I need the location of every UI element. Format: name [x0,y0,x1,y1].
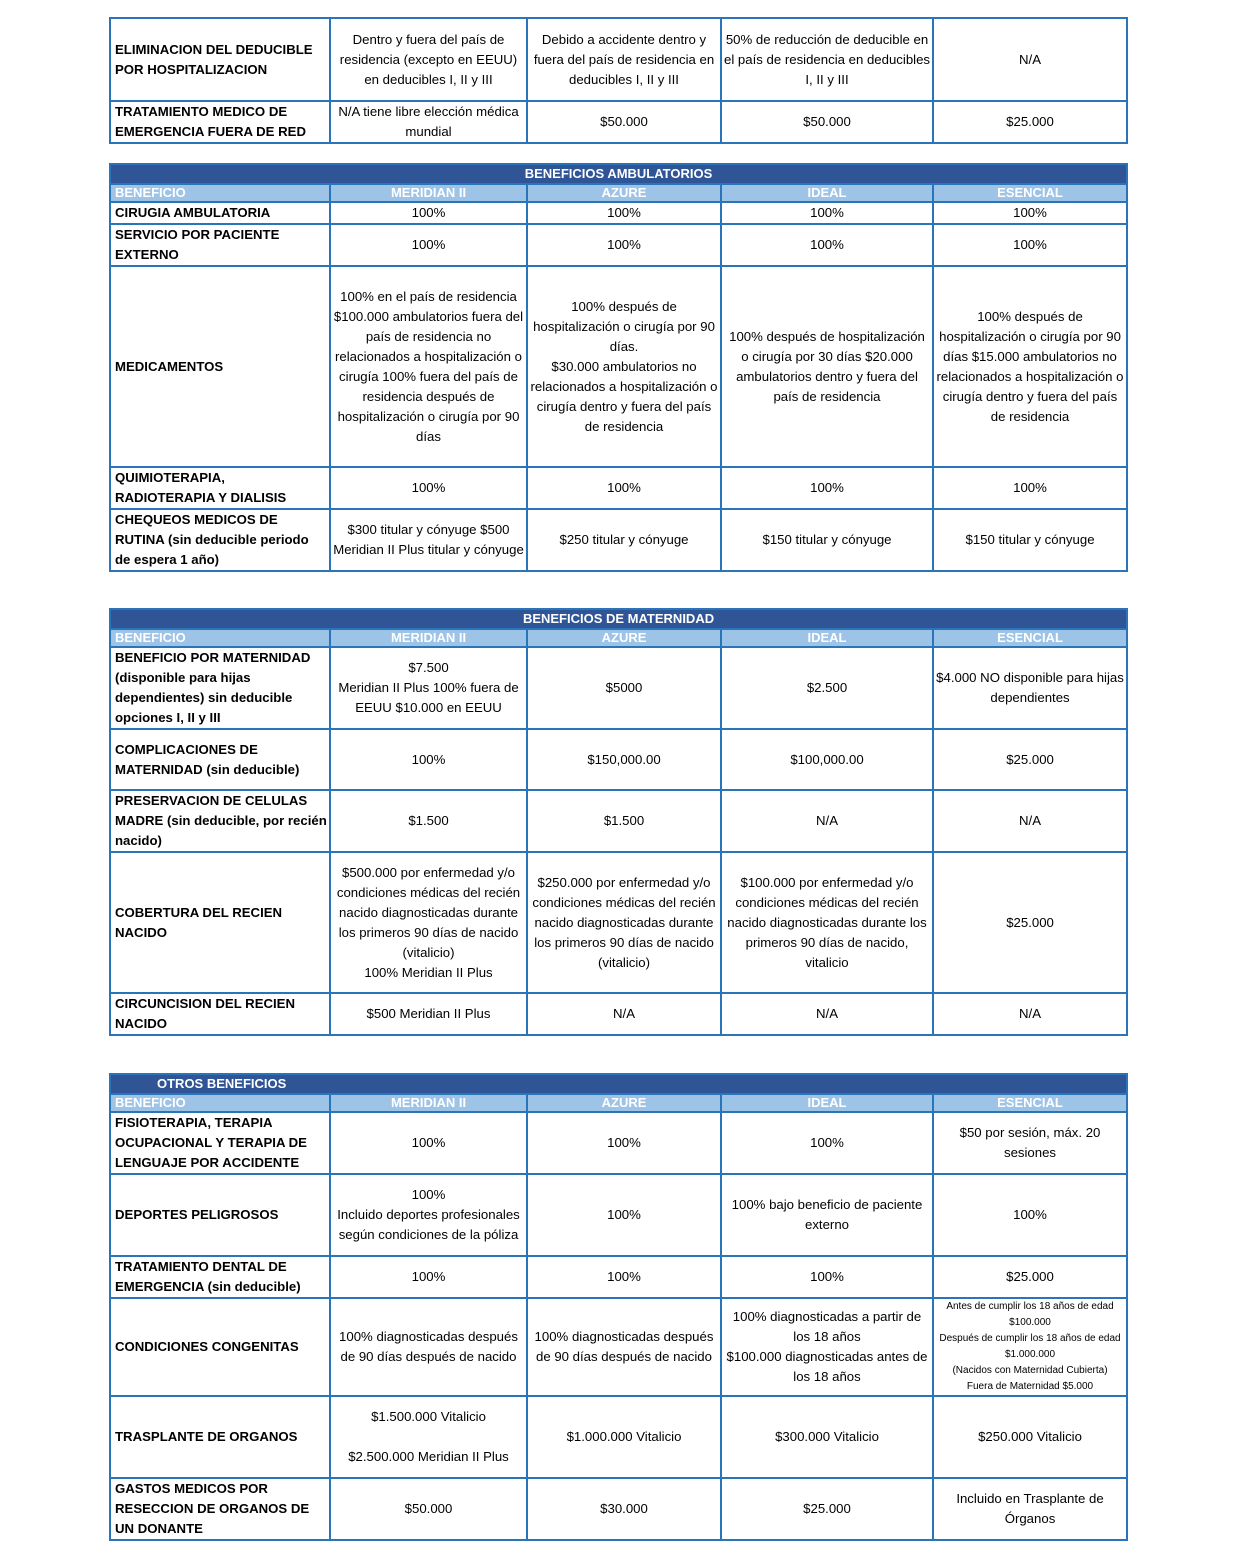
table-row [110,467,1127,509]
cell-meridian [330,1174,527,1256]
cell-meridian: 100% [330,1256,527,1298]
row-label: TRASPLANTE DE ORGANOS [110,1396,330,1478]
col-header-azure: AZURE [527,1094,721,1112]
cell-azure: $1.500 [527,790,721,852]
row-label: BENEFICIO POR MATERNIDAD (disponible para hijas dependientes) sin deducible opciones I, II y III [110,647,330,729]
cell-esencial: $25.000 [933,852,1127,993]
table-row [110,790,1127,852]
cell-esencial: N/A [933,790,1127,852]
continuation-table [109,17,1128,144]
cell-esencial: 100% [933,202,1127,224]
cell-azure: $1.000.000 Vitalicio [527,1396,721,1478]
cell-text: 100% en el país de residencia $100.000 ambulatorios fuera del país de residencia no relacionados a hospitalización o cirugía 100% fuera del país de residencia después de hospitalización o cirugía por 90 días [333,288,524,444]
table-row [110,1298,1127,1396]
table-row [110,202,1127,224]
cell-text: 100% diagnosticadas a partir de los 18 años $100.000 diagnosticadas antes de los 18 años [726,1309,928,1384]
row-label: ELIMINACION DEL DEDUCIBLE POR HOSPITALIZACION [110,18,330,101]
table-row [110,1174,1127,1256]
section-title: OTROS BENEFICIOS [110,1074,1127,1094]
cell-esencial: 100% [933,1174,1127,1256]
cell-esencial: 100% [933,467,1127,509]
cell-ideal: $100.000 por enfermedad y/o condiciones médicas del recién nacido diagnosticadas durante los primeros 90 días de nacido, vitalicio [721,852,933,993]
column-header-row [110,629,1127,647]
cell-meridian: $50.000 [330,1478,527,1540]
cell-ideal: N/A [721,790,933,852]
col-header-ideal: IDEAL [721,1094,933,1112]
row-label: CHEQUEOS MEDICOS DE RUTINA (sin deducible periodo de espera 1 año) [110,509,330,571]
cell-azure: 100% [527,467,721,509]
cell-azure: $250.000 por enfermedad y/o condiciones médicas del recién nacido diagnosticadas durante los primeros 90 días de nacido (vitalicio) [527,852,721,993]
row-label: CIRCUNCISION DEL RECIEN NACIDO [110,993,330,1035]
cell-esencial: $25.000 [933,1256,1127,1298]
table-row [110,852,1127,993]
cell-meridian [330,1396,527,1478]
table-row [110,1256,1127,1298]
cell-azure: 100% [527,202,721,224]
row-label: MEDICAMENTOS [110,266,330,467]
row-label: DEPORTES PELIGROSOS [110,1174,330,1256]
cell-meridian: 100% [330,729,527,790]
cell-azure: N/A [527,993,721,1035]
col-header-azure: AZURE [527,629,721,647]
cell-esencial: N/A [933,18,1127,101]
ambulatorios-table [109,163,1128,572]
cell-text: $1.500.000 Vitalicio $2.500.000 Meridian II Plus [348,1409,509,1464]
cell-meridian: $300 titular y cónyuge $500 Meridian II Plus titular y cónyuge [330,509,527,571]
cell-text: 100% Incluido deportes profesionales según condiciones de la póliza [337,1187,520,1242]
cell-text: 100% después de hospitalización o cirugía por 30 días $20.000 ambulatorios dentro y fuera del país de residencia [729,328,925,404]
cell-azure: $250 titular y cónyuge [527,509,721,571]
cell-ideal: 50% de reducción de deducible en el país de residencia en deducibles I, II y III [721,18,933,101]
section-title-bar [110,609,1127,629]
cell-ideal: 100% [721,1112,933,1174]
cell-ideal: $100,000.00 [721,729,933,790]
section-title: BENEFICIOS DE MATERNIDAD [110,609,1127,629]
row-label: FISIOTERAPIA, TERAPIA OCUPACIONAL Y TERAPIA DE LENGUAJE POR ACCIDENTE [110,1112,330,1174]
cell-azure: $30.000 [527,1478,721,1540]
cell-text: Antes de cumplir los 18 años de edad $100.000 Después de cumplir los 18 años de edad $1.000.000 (Nacidos con Maternidad Cubierta) Fuera de Maternidad $5.000 [939,1301,1121,1392]
row-label: SERVICIO POR PACIENTE EXTERNO [110,224,330,266]
cell-azure: Debido a accidente dentro y fuera del país de residencia en deducibles I, II y III [527,18,721,101]
row-label: CIRUGIA AMBULATORIA [110,202,330,224]
row-label: COMPLICACIONES DE MATERNIDAD (sin deducible) [110,729,330,790]
cell-azure [527,266,721,467]
cell-meridian: 100% [330,467,527,509]
cell-ideal: $2.500 [721,647,933,729]
row-label: PRESERVACION DE CELULAS MADRE (sin deducible, por recién nacido) [110,790,330,852]
cell-ideal: $300.000 Vitalicio [721,1396,933,1478]
cell-esencial [933,266,1127,467]
col-header-beneficio: BENEFICIO [110,1094,330,1112]
col-header-beneficio: BENEFICIO [110,184,330,202]
col-header-beneficio: BENEFICIO [110,629,330,647]
table-row [110,1478,1127,1540]
row-label: QUIMIOTERAPIA, RADIOTERAPIA Y DIALISIS [110,467,330,509]
cell-ideal [721,266,933,467]
table-row [110,224,1127,266]
cell-esencial: $50 por sesión, máx. 20 sesiones [933,1112,1127,1174]
cell-meridian: $500 Meridian II Plus [330,993,527,1035]
cell-esencial: N/A [933,993,1127,1035]
cell-meridian [330,266,527,467]
cell-meridian: Dentro y fuera del país de residencia (excepto en EEUU) en deducibles I, II y III [330,18,527,101]
cell-text: $500.000 por enfermedad y/o condiciones médicas del recién nacido diagnosticadas durante los primeros 90 días de nacido (vitalicio) 100% Meridian II Plus [336,864,521,980]
section-title: BENEFICIOS AMBULATORIOS [110,164,1127,184]
cell-meridian: 100% diagnosticadas después de 90 días después de nacido [330,1298,527,1396]
cell-ideal: 100% bajo beneficio de paciente externo [721,1174,933,1256]
table-row [110,18,1127,101]
column-header-row [110,1094,1127,1112]
col-header-azure: AZURE [527,184,721,202]
cell-meridian: $1.500 [330,790,527,852]
cell-azure: 100% diagnosticadas después de 90 días después de nacido [527,1298,721,1396]
col-header-ideal: IDEAL [721,184,933,202]
cell-azure: $5000 [527,647,721,729]
table-row [110,729,1127,790]
cell-ideal: $25.000 [721,1478,933,1540]
col-header-meridian: MERIDIAN II [330,629,527,647]
cell-text: $7.500 Meridian II Plus 100% fuera de EEUU $10.000 en EEUU [338,660,519,715]
col-header-esencial: ESENCIAL [933,1094,1127,1112]
cell-azure: 100% [527,1256,721,1298]
table-row [110,509,1127,571]
col-header-esencial: ESENCIAL [933,184,1127,202]
col-header-meridian: MERIDIAN II [330,184,527,202]
row-label: GASTOS MEDICOS POR RESECCION DE ORGANOS DE UN DONANTE [110,1478,330,1540]
cell-esencial: $25.000 [933,101,1127,143]
cell-esencial: 100% [933,224,1127,266]
cell-ideal: 100% [721,467,933,509]
cell-meridian [330,647,527,729]
column-header-row [110,184,1127,202]
table-row [110,647,1127,729]
col-header-ideal: IDEAL [721,629,933,647]
col-header-meridian: MERIDIAN II [330,1094,527,1112]
cell-azure: 100% [527,1112,721,1174]
table-row [110,101,1127,143]
table-row [110,1112,1127,1174]
row-label: COBERTURA DEL RECIEN NACIDO [110,852,330,993]
cell-meridian [330,852,527,993]
col-header-esencial: ESENCIAL [933,629,1127,647]
cell-esencial: Incluido en Trasplante de Órganos [933,1478,1127,1540]
table-row [110,1396,1127,1478]
otros-table [109,1073,1128,1541]
section-title-bar [110,1074,1127,1094]
cell-meridian: 100% [330,1112,527,1174]
row-label: TRATAMIENTO DENTAL DE EMERGENCIA (sin deducible) [110,1256,330,1298]
cell-azure: $150,000.00 [527,729,721,790]
cell-text: 100% después de hospitalización o cirugía por 90 días. $30.000 ambulatorios no relacionados a hospitalización o cirugía dentro y fuera del país de residencia [530,298,718,434]
cell-ideal: $150 titular y cónyuge [721,509,933,571]
cell-esencial: $250.000 Vitalicio [933,1396,1127,1478]
cell-azure: $50.000 [527,101,721,143]
cell-ideal: N/A [721,993,933,1035]
table-row [110,266,1127,467]
cell-ideal: 100% [721,1256,933,1298]
row-label: CONDICIONES CONGENITAS [110,1298,330,1396]
cell-esencial: $150 titular y cónyuge [933,509,1127,571]
cell-esencial [933,1298,1127,1396]
cell-esencial: $25.000 [933,729,1127,790]
section-title-bar [110,164,1127,184]
cell-meridian: N/A tiene libre elección médica mundial [330,101,527,143]
cell-esencial: $4.000 NO disponible para hijas dependientes [933,647,1127,729]
maternidad-table [109,608,1128,1036]
cell-azure: 100% [527,224,721,266]
cell-ideal: 100% [721,202,933,224]
cell-azure: 100% [527,1174,721,1256]
row-label: TRATAMIENTO MEDICO DE EMERGENCIA FUERA DE RED [110,101,330,143]
cell-meridian: 100% [330,224,527,266]
cell-ideal: $50.000 [721,101,933,143]
cell-meridian: 100% [330,202,527,224]
cell-ideal: 100% [721,224,933,266]
table-row [110,993,1127,1035]
cell-ideal [721,1298,933,1396]
cell-text: 100% después de hospitalización o cirugía por 90 días $15.000 ambulatorios no relacionados a hospitalización o cirugía dentro y fuera del país de residencia [936,308,1124,424]
